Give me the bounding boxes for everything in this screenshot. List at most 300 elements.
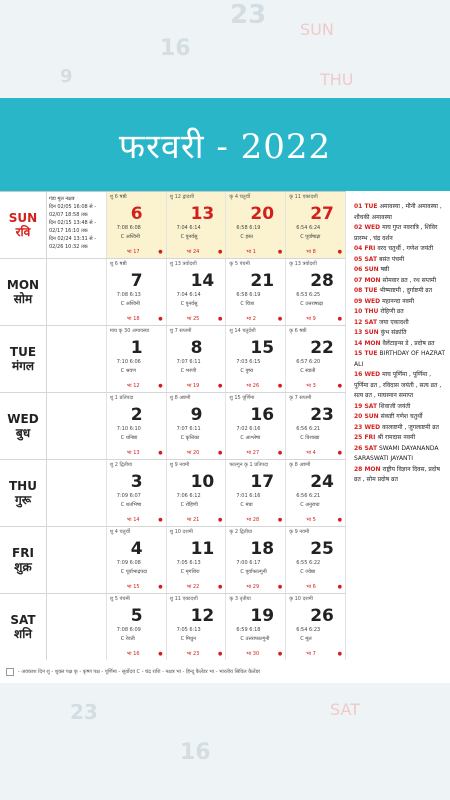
event-text: माघ पूर्णिमा , पूर्णिमा , पूर्णिमा व्रत , रविदास जयंती , सत्य व्रत , सत्य व्रत , माघस्नान समाप्त — [354, 371, 442, 399]
sunrise-sunset: 6:53 6:25 — [296, 292, 321, 298]
nakshatra: C मूल — [300, 636, 312, 642]
indian-date: भा 21 — [186, 517, 200, 523]
nakshatra: C हस्त — [240, 234, 253, 240]
month-title: फरवरी - 2022 — [118, 126, 332, 167]
indian-date: भा 29 — [246, 584, 260, 590]
event-text: संकष्टी गणेश चतुर्थी — [380, 413, 423, 420]
empty-cell — [47, 460, 107, 526]
date-number: 23 — [310, 405, 334, 425]
nakshatra: C धनिष्ठा — [120, 435, 138, 441]
day-cell[interactable] — [286, 594, 346, 660]
day-cell[interactable] — [226, 460, 286, 526]
event-text: माघ गुप्त नवरात्रि , शिविर प्रारम्भ , चंद्र दर्शन — [354, 224, 438, 242]
sunrise-sunset: 6:58 6:19 — [236, 225, 261, 231]
indian-date: भा 28 — [246, 517, 260, 523]
bg-number: 23 — [230, 0, 267, 30]
sunrise-sunset: 7:09 6:07 — [116, 493, 141, 499]
weekday-hi: गुरू — [14, 492, 32, 507]
event-date: 04 FRI — [354, 245, 376, 252]
bg-text: SAT — [330, 700, 360, 719]
sunrise-sunset: 6:54 6:24 — [296, 225, 321, 231]
date-number: 21 — [250, 271, 275, 291]
indian-date: भा 26 — [246, 383, 260, 389]
date-number: 5 — [130, 606, 143, 626]
marker-dot: ● — [337, 584, 342, 590]
day-cell[interactable] — [286, 393, 346, 459]
marker-dot: ● — [158, 651, 163, 657]
sunrise-sunset: 7:04 6:14 — [176, 225, 201, 231]
nakshatra: C मिथुन — [180, 636, 196, 642]
tithi-label: कृ 3 तृतीया — [229, 596, 251, 602]
nakshatra: C पूर्वाभाद्रपदा — [120, 569, 148, 575]
marker-dot: ● — [337, 450, 342, 456]
indian-date: भा 8 — [306, 249, 316, 255]
event-date: 12 SAT — [354, 318, 378, 326]
day-cell[interactable] — [226, 259, 286, 325]
day-cell[interactable] — [286, 460, 346, 526]
event-item — [354, 349, 446, 370]
event-date: 07 MON — [354, 276, 381, 284]
day-cell[interactable] — [167, 259, 227, 325]
date-number: 22 — [310, 338, 334, 358]
marker-dot: ● — [158, 584, 163, 590]
event-item — [354, 339, 446, 350]
indian-date: भा 6 — [306, 584, 316, 590]
date-number: 3 — [130, 472, 143, 492]
sunrise-sunset: 7:06 6:12 — [176, 493, 201, 499]
day-cell[interactable] — [286, 527, 346, 593]
sunrise-sunset: 7:10 6:06 — [116, 359, 141, 365]
date-number: 2 — [130, 405, 143, 425]
tithi-label: कृ 8 अष्टमी — [289, 462, 311, 468]
event-date: 16 WED — [354, 371, 381, 378]
indian-date: भा 22 — [186, 584, 200, 590]
event-text: अमावस्या , मौनी अमावस्या , शौचकी अमावस्या — [354, 203, 442, 221]
day-cell[interactable] — [107, 527, 167, 593]
tithi-label: शु 12 द्वादशी — [169, 194, 195, 200]
event-text: SWAMI DAYANANDA SARASWATI JAYANTI — [354, 444, 439, 462]
event-item — [354, 307, 446, 318]
tithi-label: शु 2 द्वितीया — [109, 462, 133, 468]
indian-date: भा 3 — [306, 383, 316, 389]
event-text: कालाष्टमी , जुगलाष्टमी व्रत — [382, 423, 439, 431]
event-item — [354, 223, 446, 244]
empty-cell — [47, 594, 107, 660]
event-item — [354, 444, 446, 465]
event-date: 02 WED — [354, 224, 381, 231]
marker-dot: ● — [218, 316, 223, 322]
weekday-hi: सोम — [13, 291, 33, 306]
indian-date: भा 13 — [126, 450, 140, 456]
nakshatra: C मघा — [240, 502, 253, 508]
date-number: 12 — [190, 606, 215, 626]
indian-date: भा 17 — [126, 249, 140, 255]
event-date: 01 TUE — [354, 203, 378, 210]
date-number: 10 — [190, 472, 215, 492]
event-text: बसंत पंचमी — [378, 255, 405, 263]
tithi-label: कृ 9 नवमी — [289, 529, 310, 535]
bg-number: 16 — [160, 36, 191, 61]
week-row — [0, 460, 346, 527]
day-cell[interactable] — [286, 192, 346, 258]
sunrise-sunset: 7:03 6:15 — [236, 359, 261, 365]
marker-dot: ● — [158, 383, 163, 389]
marker-dot: ● — [218, 450, 223, 456]
weekday-hi: शनि — [14, 626, 32, 641]
day-cell[interactable] — [107, 259, 167, 325]
weekday-label — [0, 594, 47, 660]
marker-dot: ● — [337, 651, 342, 657]
weekday-hi: मंगल — [11, 358, 35, 373]
event-text: राष्ट्रीय विज्ञान दिवस, प्रदोष व्रत , सोम प्रदोष व्रत — [354, 465, 441, 483]
event-text: शिवाजी जयंती — [378, 402, 411, 410]
event-date: 26 SAT — [354, 444, 378, 452]
day-cell[interactable] — [107, 460, 167, 526]
event-text: जया एकादशी — [378, 318, 409, 326]
date-number: 1 — [130, 338, 143, 358]
date-number: 18 — [250, 539, 275, 559]
marker-dot: ● — [337, 249, 342, 255]
sunrise-sunset: 7:02 6:16 — [236, 426, 261, 432]
indian-date: भा 20 — [186, 450, 200, 456]
indian-date: भा 15 — [126, 584, 140, 590]
day-cell[interactable] — [226, 326, 286, 392]
legend-text: - अवकाश दिन शु - शुक्ल पक्ष कृ - कृष्ण पक्ष - पूर्णिमा - सूर्योदय C - चंद्र राशि - नक्षत्र भा - हिन्दू कैलेंडर भा - भारतीय सिविल कैलेंडर — [18, 668, 261, 675]
nakshatra: C भरणी — [180, 368, 197, 374]
tithi-label: कृ 11 एकादशी — [289, 194, 318, 200]
marker-dot: ● — [277, 383, 283, 389]
week-row — [0, 594, 346, 661]
event-text: कुंभ संक्रांति — [380, 329, 407, 336]
day-cell[interactable] — [226, 192, 286, 258]
event-date: 15 TUE — [354, 350, 378, 357]
event-item — [354, 370, 446, 402]
marker-dot: ● — [158, 517, 163, 523]
event-list — [354, 202, 446, 662]
sunrise-sunset: 6:56 6:21 — [296, 426, 321, 432]
empty-cell — [47, 259, 107, 325]
tithi-label: कृ 4 चतुर्थी — [229, 194, 251, 200]
event-text: षष्ठी — [380, 266, 390, 273]
date-number: 11 — [190, 539, 215, 559]
indian-date: भा 19 — [186, 383, 200, 389]
sunrise-sunset: 6:58 6:19 — [236, 292, 261, 298]
weekday-en: THU — [9, 478, 37, 493]
event-text: वैलेंटाइन्स डे , प्रदोष व्रत — [382, 339, 435, 347]
day-cell[interactable] — [226, 393, 286, 459]
tithi-label: फाल्गुन कृ 1 प्रतिपदा — [229, 462, 269, 468]
day-cell[interactable] — [167, 594, 227, 660]
sunrise-sunset: 7:08 6:08 — [116, 225, 141, 231]
date-number: 16 — [250, 405, 275, 425]
event-item — [354, 328, 446, 339]
event-date: 25 FRI — [354, 434, 376, 441]
event-date: 10 THU — [354, 308, 379, 315]
day-cell[interactable] — [286, 259, 346, 325]
info-line: दिन 02/15 13:48 से - 02/17 16:10 तक — [49, 220, 97, 234]
event-text: रोहिणी व्रत — [380, 308, 404, 315]
sunrise-sunset: 6:55 6:22 — [296, 560, 321, 566]
marker-dot: ● — [158, 450, 163, 456]
marker-dot: ● — [218, 249, 223, 255]
indian-date: भा 4 — [306, 450, 316, 456]
tithi-label: शु 1 प्रतिपदा — [109, 395, 134, 401]
sunrise-sunset: 6:57 6:20 — [296, 359, 321, 365]
day-cell[interactable] — [107, 192, 167, 258]
date-number: 8 — [190, 338, 203, 358]
indian-date: भा 9 — [306, 316, 316, 322]
event-item — [354, 265, 446, 276]
event-item — [354, 244, 446, 255]
week-row — [0, 527, 346, 594]
bg-number: 9 — [60, 66, 73, 87]
tithi-label: शु 9 नवमी — [169, 462, 190, 468]
day-cell[interactable] — [107, 393, 167, 459]
weekday-en: MON — [6, 277, 40, 292]
tithi-label: शु 13 त्रयोदशी — [169, 261, 197, 267]
sunrise-sunset: 7:07 6:11 — [176, 359, 201, 365]
tithi-label: शु 14 चतुर्दशी — [229, 328, 256, 334]
indian-date: भा 23 — [186, 651, 200, 657]
date-number: 24 — [310, 472, 334, 492]
info-line: दिन 02/24 13:31 से - 02/26 10:32 तक — [49, 236, 97, 250]
marker-dot: ● — [158, 249, 163, 255]
event-item — [354, 465, 446, 486]
sunrise-sunset: 7:05 6:13 — [176, 627, 201, 633]
nakshatra: C पुनर्वसु — [180, 234, 198, 240]
marker-dot: ● — [218, 651, 223, 657]
marker-dot: ● — [277, 249, 283, 255]
date-number: 7 — [130, 271, 143, 291]
nakshatra: C पूर्वाफाल्गुनी — [240, 569, 267, 575]
nakshatra: C रोहिणी — [180, 502, 198, 508]
week-row — [0, 326, 346, 393]
nakshatra: C शतभिषा — [120, 502, 142, 508]
date-number: 14 — [190, 271, 215, 291]
weekday-en: WED — [7, 411, 39, 426]
date-number: 13 — [190, 204, 215, 224]
event-item — [354, 402, 446, 413]
event-text: श्री रामदास नवमी — [377, 434, 416, 441]
indian-date: भा 30 — [246, 651, 260, 657]
weekday-en: TUE — [9, 344, 37, 359]
event-date: 19 SAT — [354, 402, 378, 410]
event-date: 20 SUN — [354, 413, 379, 420]
tithi-label: शु 11 एकादशी — [169, 596, 198, 602]
weekday-en: FRI — [12, 545, 34, 560]
bg-text: SUN — [300, 20, 334, 39]
event-item — [354, 286, 446, 297]
marker-dot: ● — [158, 316, 163, 322]
indian-date: भा 5 — [306, 517, 316, 523]
event-date: 28 MON — [354, 465, 381, 473]
sunrise-sunset: 6:56 6:21 — [296, 493, 321, 499]
event-item — [354, 423, 446, 434]
sunrise-sunset: 7:07 6:11 — [176, 426, 201, 432]
event-item — [354, 412, 446, 423]
bg-number: 16 — [180, 740, 211, 765]
sunrise-sunset: 7:09 6:08 — [116, 560, 141, 566]
tithi-label: माघ कृ 30 अमावस्या — [109, 328, 150, 334]
day-cell[interactable] — [167, 326, 227, 392]
tithi-label: कृ 7 सप्तमी — [289, 395, 312, 401]
event-date: 05 SAT — [354, 255, 378, 263]
date-number: 15 — [250, 338, 275, 358]
nakshatra: C अनुराधा — [300, 502, 320, 508]
event-date: 14 MON — [354, 339, 381, 347]
tithi-label: कृ 13 त्रयोदशी — [289, 261, 317, 267]
event-text: वरद चतुर्थी , गणेश जयंती — [377, 245, 434, 252]
sunrise-sunset: 7:00 6:17 — [236, 560, 261, 566]
sunrise-sunset: 7:05 6:13 — [176, 560, 201, 566]
nakshatra: C स्वाती — [300, 368, 316, 374]
event-text: BIRTHDAY OF HAZRAT ALI — [354, 350, 445, 368]
event-date: 13 SUN — [354, 329, 379, 336]
tithi-label: शु 10 दशमी — [169, 529, 193, 535]
indian-date: भा 14 — [126, 517, 140, 523]
date-number: 20 — [250, 204, 275, 224]
month-banner — [0, 98, 450, 191]
date-number: 19 — [250, 606, 275, 626]
event-date: 06 SUN — [354, 266, 379, 273]
tithi-label: कृ 10 दशमी — [289, 596, 313, 602]
event-item — [354, 318, 446, 329]
legend-footer — [0, 660, 450, 683]
tithi-label: शु 6 षष्ठी — [109, 261, 127, 267]
date-number: 6 — [130, 204, 143, 224]
marker-dot: ● — [337, 517, 342, 523]
week-row — [0, 259, 346, 326]
nakshatra: C मृगशिरा — [180, 569, 200, 575]
marker-dot: ● — [218, 383, 223, 389]
marker-dot: ● — [218, 584, 223, 590]
sunrise-sunset: 7:08 6:13 — [116, 292, 141, 298]
marker-dot: ● — [277, 584, 283, 590]
tithi-label: शु 6 षष्ठी — [109, 194, 127, 200]
nakshatra: C ज्येष्ठा — [300, 569, 316, 575]
sunrise-sunset: 7:10 6:10 — [116, 426, 141, 432]
nakshatra: C विशाखा — [300, 435, 320, 441]
marker-dot: ● — [277, 651, 283, 657]
event-text: भीष्माष्टमी , दुर्गाष्टमी व्रत — [379, 287, 433, 294]
calendar-card — [0, 98, 450, 683]
nakshatra: C कृत्तिका — [180, 435, 200, 441]
nakshatra: C चित्रा — [240, 301, 254, 307]
weekday-label — [0, 460, 47, 526]
tithi-label: शु 15 पूर्णिमा — [229, 395, 255, 401]
nakshatra: C पुनर्वसु — [180, 301, 198, 307]
week-row — [0, 393, 346, 460]
indian-date: भा 16 — [126, 651, 140, 657]
sunrise-sunset: 6:54 6:23 — [296, 627, 321, 633]
nakshatra: C अश्विनी — [120, 301, 140, 307]
day-cell[interactable] — [226, 594, 286, 660]
weekday-hi: बुध — [15, 425, 31, 440]
day-cell[interactable] — [167, 192, 227, 258]
weekday-label — [0, 393, 47, 459]
event-item — [354, 433, 446, 444]
nakshatra: C उत्तराषाढ़ा — [300, 301, 324, 307]
date-number: 28 — [310, 271, 334, 291]
nakshatra: C पूर्वाषाढ़ा — [300, 234, 321, 240]
weekday-label — [0, 527, 47, 593]
marker-dot: ● — [337, 383, 342, 389]
event-item — [354, 202, 446, 223]
event-item — [354, 276, 446, 287]
tithi-label: कृ 6 षष्ठी — [289, 328, 307, 334]
gandmool-info-cell — [47, 192, 107, 258]
event-text: महानन्दा नवमी — [382, 297, 415, 305]
indian-date: भा 24 — [186, 249, 200, 255]
tithi-label: कृ 5 पंचमी — [229, 261, 250, 267]
nakshatra: C रेवती — [120, 636, 135, 642]
event-text: सोमवार व्रत , रथ सप्तमी — [382, 276, 437, 284]
day-cell[interactable] — [107, 326, 167, 392]
sunrise-sunset: 7:04 6:14 — [176, 292, 201, 298]
date-number: 25 — [310, 539, 334, 559]
weekday-hi: रवि — [15, 224, 31, 239]
empty-cell — [47, 527, 107, 593]
day-cell[interactable] — [286, 326, 346, 392]
tithi-label: शु 7 सप्तमी — [169, 328, 192, 334]
date-number: 9 — [190, 405, 203, 425]
event-date: 09 WED — [354, 297, 381, 305]
marker-dot: ● — [277, 450, 283, 456]
nakshatra: C अश्विनी — [120, 234, 140, 240]
weekday-label — [0, 192, 47, 258]
info-line: गंडा मूल नक्षत्र — [49, 196, 75, 202]
tithi-label: शु 5 पंचमी — [109, 596, 130, 602]
weekday-en: SUN — [8, 210, 38, 225]
tithi-label: कृ 2 द्वितीया — [229, 529, 253, 535]
day-cell[interactable] — [167, 460, 227, 526]
marker-dot: ● — [277, 316, 283, 322]
tithi-label: शु 4 चतुर्थी — [109, 529, 131, 535]
indian-date: भा 18 — [126, 316, 140, 322]
indian-date: भा 25 — [186, 316, 200, 322]
sunrise-sunset: 7:08 6:09 — [116, 627, 141, 633]
sunrise-sunset: 6:59 6:18 — [236, 627, 261, 633]
event-date: 23 WED — [354, 423, 381, 431]
tithi-label: शु 8 अष्टमी — [169, 395, 191, 401]
indian-date: भा 2 — [246, 316, 256, 322]
day-cell[interactable] — [167, 393, 227, 459]
empty-cell — [47, 326, 107, 392]
weekday-label — [0, 259, 47, 325]
nakshatra: C पुष्य — [240, 368, 253, 374]
day-cell[interactable] — [107, 594, 167, 660]
nakshatra: C श्रवण — [120, 368, 136, 374]
holiday-legend-box — [6, 668, 14, 676]
date-number: 27 — [310, 204, 334, 224]
date-number: 26 — [310, 606, 334, 626]
week-row — [0, 192, 346, 259]
indian-date: भा 12 — [126, 383, 140, 389]
event-item — [354, 297, 446, 308]
weekday-en: SAT — [10, 612, 36, 627]
indian-date: भा 27 — [246, 450, 260, 456]
weekday-hi: शुक्र — [14, 559, 32, 574]
marker-dot: ● — [218, 517, 223, 523]
indian-date: भा 1 — [246, 249, 256, 255]
sunrise-sunset: 7:01 6:16 — [236, 493, 261, 499]
day-cell[interactable] — [226, 527, 286, 593]
marker-dot: ● — [337, 316, 342, 322]
date-number: 4 — [130, 539, 143, 559]
day-cell[interactable] — [167, 527, 227, 593]
nakshatra: C उत्तराफाल्गुनी — [240, 636, 270, 642]
empty-cell — [47, 393, 107, 459]
